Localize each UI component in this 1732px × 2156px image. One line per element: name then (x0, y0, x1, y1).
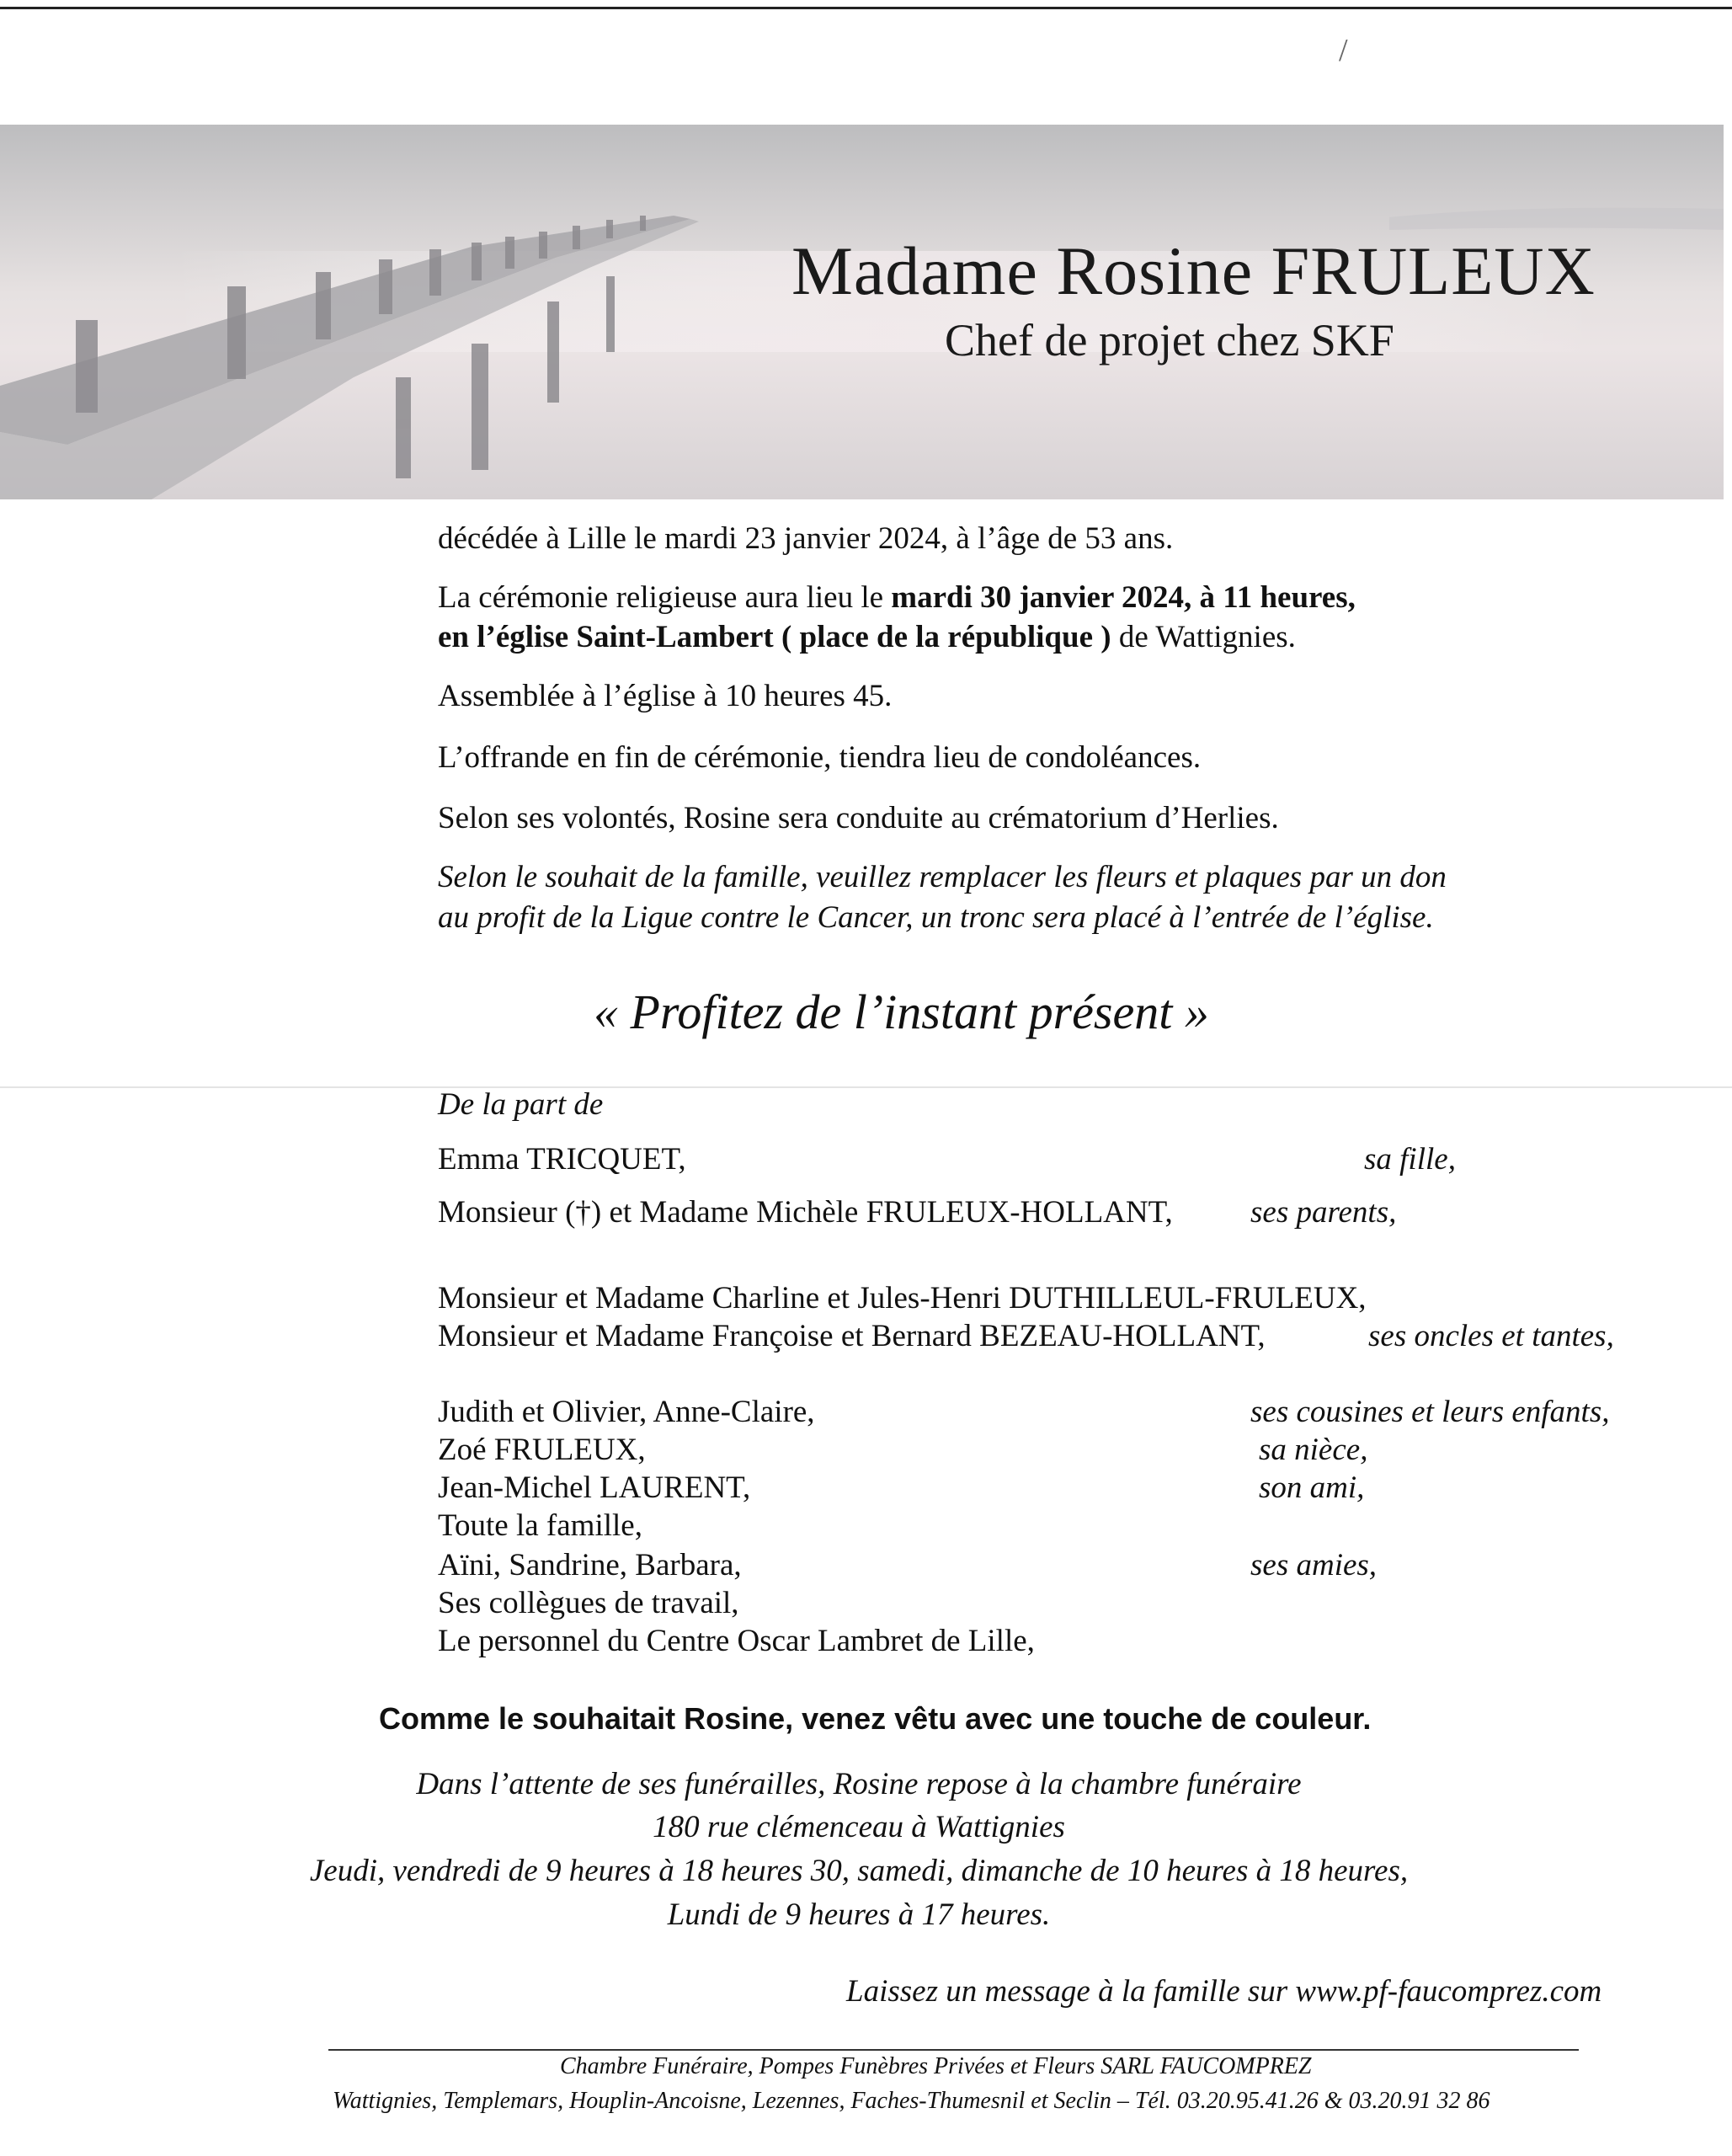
family-name: Ses collègues de travail, (438, 1586, 739, 1620)
memorial-quote: « Profitez de l’instant présent » (594, 985, 1209, 1039)
family-name: Aïni, Sandrine, Barbara, (438, 1548, 742, 1582)
family-relation: ses cousines et leurs enfants, (1250, 1395, 1610, 1429)
family-name: Monsieur et Madame Charline et Jules-Henri DUTHILLEUL-FRULEUX, (438, 1281, 1367, 1315)
offering-line: L’offrande en fin de cérémonie, tiendra lieu de condoléances. (438, 740, 1202, 775)
family-relation: ses parents, (1250, 1195, 1397, 1230)
family-name: Jean-Michel LAURENT, (438, 1470, 751, 1505)
banner-photo (0, 125, 1724, 499)
family-name: Emma TRICQUET, (438, 1142, 686, 1177)
family-intro: De la part de (438, 1087, 604, 1122)
visitation-address: 180 rue clémenceau à Wattignies (653, 1810, 1065, 1844)
deceased-name: Madame Rosine FRULEUX (791, 232, 1596, 309)
ceremony-town: de Wattignies. (1111, 620, 1296, 654)
ceremony-line-2 (438, 619, 1296, 655)
family-relation: sa fille, (1364, 1142, 1456, 1177)
footer-company: Chambre Funéraire, Pompes Funèbres Privées et Fleurs SARL FAUCOMPREZ (560, 2053, 1312, 2079)
visitation-monday: Lundi de 9 heures à 17 heures. (667, 1897, 1051, 1932)
ceremony-intro: La cérémonie religieuse aura lieu le (438, 580, 892, 615)
visitation-hours: Jeudi, vendredi de 9 heures à 18 heures 30, samedi, dimanche de 10 heures à 18 heures, (309, 1854, 1409, 1888)
family-name: Monsieur (†) et Madame Michèle FRULEUX-HOLLANT, (438, 1195, 1173, 1230)
family-name: Zoé FRULEUX, (438, 1433, 646, 1467)
family-relation: sa nièce, (1259, 1433, 1368, 1467)
pier-illustration (0, 125, 1724, 499)
deceased-role: Chef de projet chez SKF (945, 315, 1394, 366)
assembly-line: Assemblée à l’église à 10 heures 45. (438, 679, 893, 713)
ceremony-line-1 (438, 579, 1356, 616)
donation-line-2: au profit de la Ligue contre le Cancer, un tronc sera placé à l’entrée de l’église. (438, 900, 1434, 935)
family-name: Judith et Olivier, Anne-Claire, (438, 1395, 815, 1429)
deceased-date-line: décédée à Lille le mardi 23 janvier 2024, à l’âge de 53 ans. (438, 521, 1174, 556)
fold-line (0, 1086, 1732, 1088)
family-relation: son ami, (1259, 1470, 1365, 1505)
footer-rule (328, 2049, 1579, 2051)
cremation-line: Selon ses volontés, Rosine sera conduite au crématorium d’Herlies. (438, 801, 1279, 835)
family-name: Monsieur et Madame Françoise et Bernard BEZEAU-HOLLANT, (438, 1319, 1266, 1353)
family-name: Le personnel du Centre Oscar Lambret de Lille, (438, 1624, 1035, 1658)
family-name: Toute la famille, (438, 1508, 642, 1543)
online-message-line: Laissez un message à la famille sur www.pf-faucomprez.com (846, 1974, 1602, 2009)
family-relation: ses amies, (1250, 1548, 1378, 1582)
family-relation: ses oncles et tantes, (1368, 1319, 1614, 1353)
top-border-line (0, 7, 1732, 9)
pen-mark: / (1339, 33, 1348, 68)
ceremony-date: mardi 30 janvier 2024, à 11 heures, (891, 580, 1356, 615)
visitation-line-1: Dans l’attente de ses funérailles, Rosine repose à la chambre funéraire (416, 1767, 1302, 1801)
donation-line-1: Selon le souhait de la famille, veuillez remplacer les fleurs et plaques par un don (438, 860, 1447, 894)
dress-note: Comme le souhaitait Rosine, venez vêtu avec une touche de couleur. (379, 1701, 1372, 1736)
footer-locations-phone: Wattignies, Templemars, Houplin-Ancoisne, Lezennes, Faches-Thumesnil et Seclin – Tél. 03.20.95.41.26 & 03.20.91 32 86 (333, 2088, 1490, 2114)
ceremony-place: en l’église Saint-Lambert ( place de la république ) (438, 620, 1111, 654)
